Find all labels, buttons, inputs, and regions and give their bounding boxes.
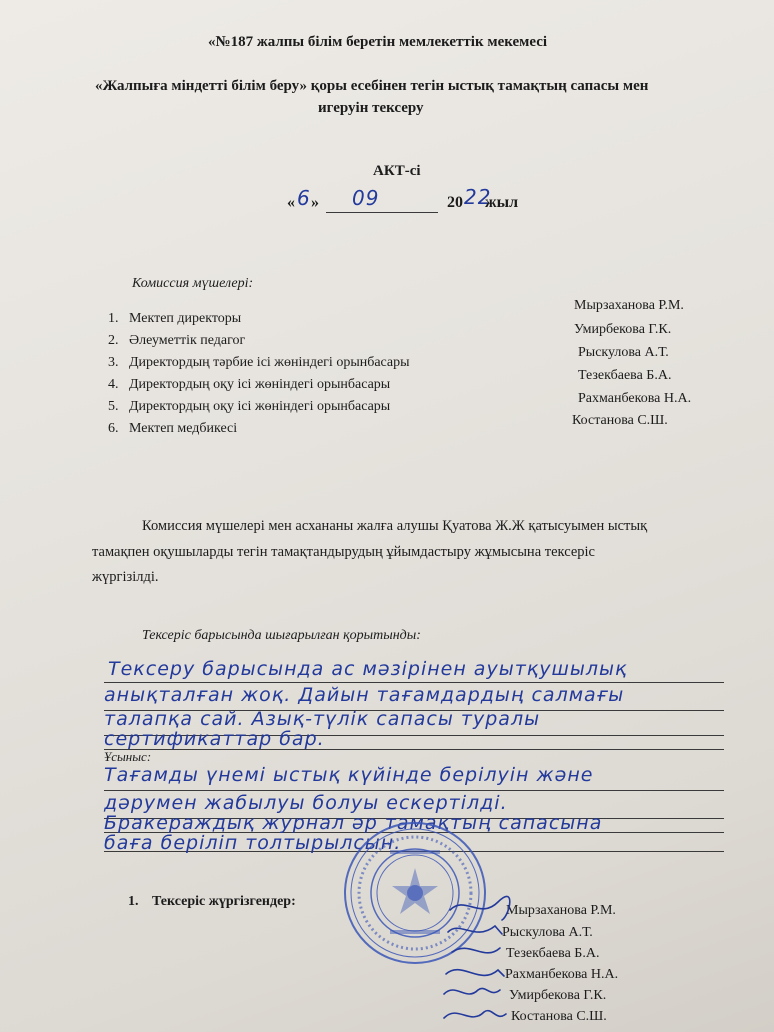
commission-member-name: Умирбекова Г.К.: [574, 322, 672, 337]
recommendation-heading: Ұсыныс:: [104, 749, 152, 764]
inspectors-number: 1.: [128, 894, 139, 909]
recommendation-handwriting-1: Тағамды үнемі ыстық күйінде берілуін және: [104, 764, 594, 786]
recommendation-handwriting-3: Бракераждық журнал әр тамақтың сапасына: [104, 812, 603, 834]
inspector-name: Костанова С.Ш.: [511, 1009, 607, 1024]
commission-role-list: [108, 308, 410, 440]
handwritten-signatures: [440, 890, 520, 1032]
commission-role-item: 2. Әлеуметтік педагог: [108, 333, 246, 348]
date-year-word: жыл: [485, 194, 519, 211]
findings-handwriting-4: сертификаттар бар.: [104, 728, 325, 750]
commission-role-item: 4. Директордың оқу ісі жөніндегі орынбасары: [108, 377, 391, 392]
inspector-name: Умирбекова Г.К.: [509, 988, 607, 1003]
recommendation-handwriting-4: баға беріліп толтырылсын.: [104, 832, 402, 854]
date-day: 6: [297, 186, 311, 210]
inspectors-heading: Тексеріс жүргізгендер:: [152, 894, 296, 909]
commission-member-name: Рыскулова А.Т.: [578, 345, 669, 360]
paragraph-line-2: тамақпен оқушыларды тегін тамақтандырудың ұйымдастыру жұмысына тексеріс: [92, 544, 595, 560]
organization-title: «№187 жалпы білім беретін мемлекеттік мекемесі: [208, 34, 548, 50]
subject-line-1: «Жалпыға міндетті білім беру» қоры есебінен тегін ыстық тамақтың сапасы мен: [95, 78, 649, 94]
date-year-prefix: 20: [447, 194, 463, 211]
date-year-suffix: 22: [464, 185, 492, 209]
inspector-name: Мырзаханова Р.М.: [506, 903, 616, 918]
commission-member-name: Тезекбаева Б.А.: [578, 368, 672, 383]
recommendation-handwriting-2: дәрумен жабылуы болуы ескертілді.: [104, 792, 508, 814]
findings-handwriting-2: анықталған жоқ. Дайын тағамдардың салмағы: [104, 684, 625, 706]
commission-role-item: 6. Мектеп медбикесі: [108, 421, 238, 436]
commission-heading: Комиссия мүшелері:: [132, 276, 254, 291]
commission-role-item: 1. Мектеп директоры: [108, 311, 242, 326]
date-month-underline: [326, 212, 438, 213]
document-type: АКТ-сі: [373, 163, 421, 179]
date-close-quote: »: [311, 194, 319, 211]
findings-handwriting-3: талапқа сай. Азық-түлік сапасы туралы: [104, 708, 541, 730]
date-month: 09: [352, 186, 380, 210]
commission-role-item: 3. Директордың тәрбие ісі жөніндегі орынбасары: [108, 355, 410, 370]
date-open-quote: «: [287, 194, 295, 211]
recommendation-rule: [104, 790, 724, 791]
commission-member-name: Рахманбекова Н.А.: [578, 391, 692, 406]
commission-role-item: 5. Директордың оқу ісі жөніндегі орынбасары: [108, 399, 391, 414]
inspector-name: Тезекбаева Б.А.: [506, 946, 600, 961]
paragraph-line-3: жүргізілді.: [92, 569, 159, 585]
commission-member-name: Костанова С.Ш.: [572, 413, 668, 428]
inspector-name: Рыскулова А.Т.: [502, 925, 593, 940]
findings-handwriting-1: Тексеру барысында ас мәзірінен ауытқушылық: [108, 658, 628, 680]
subject-line-2: игеруін тексеру: [318, 100, 424, 116]
commission-member-name: Мырзаханова Р.М.: [574, 298, 684, 313]
paragraph-line-1: Комиссия мүшелері мен асхананы жалға алушы Қуатова Ж.Ж қатысуымен ыстық: [142, 518, 648, 534]
inspector-name: Рахманбекова Н.А.: [505, 967, 619, 982]
findings-heading: Тексеріс барысында шығарылған қорытынды:: [142, 628, 421, 643]
findings-rule: [104, 682, 724, 683]
